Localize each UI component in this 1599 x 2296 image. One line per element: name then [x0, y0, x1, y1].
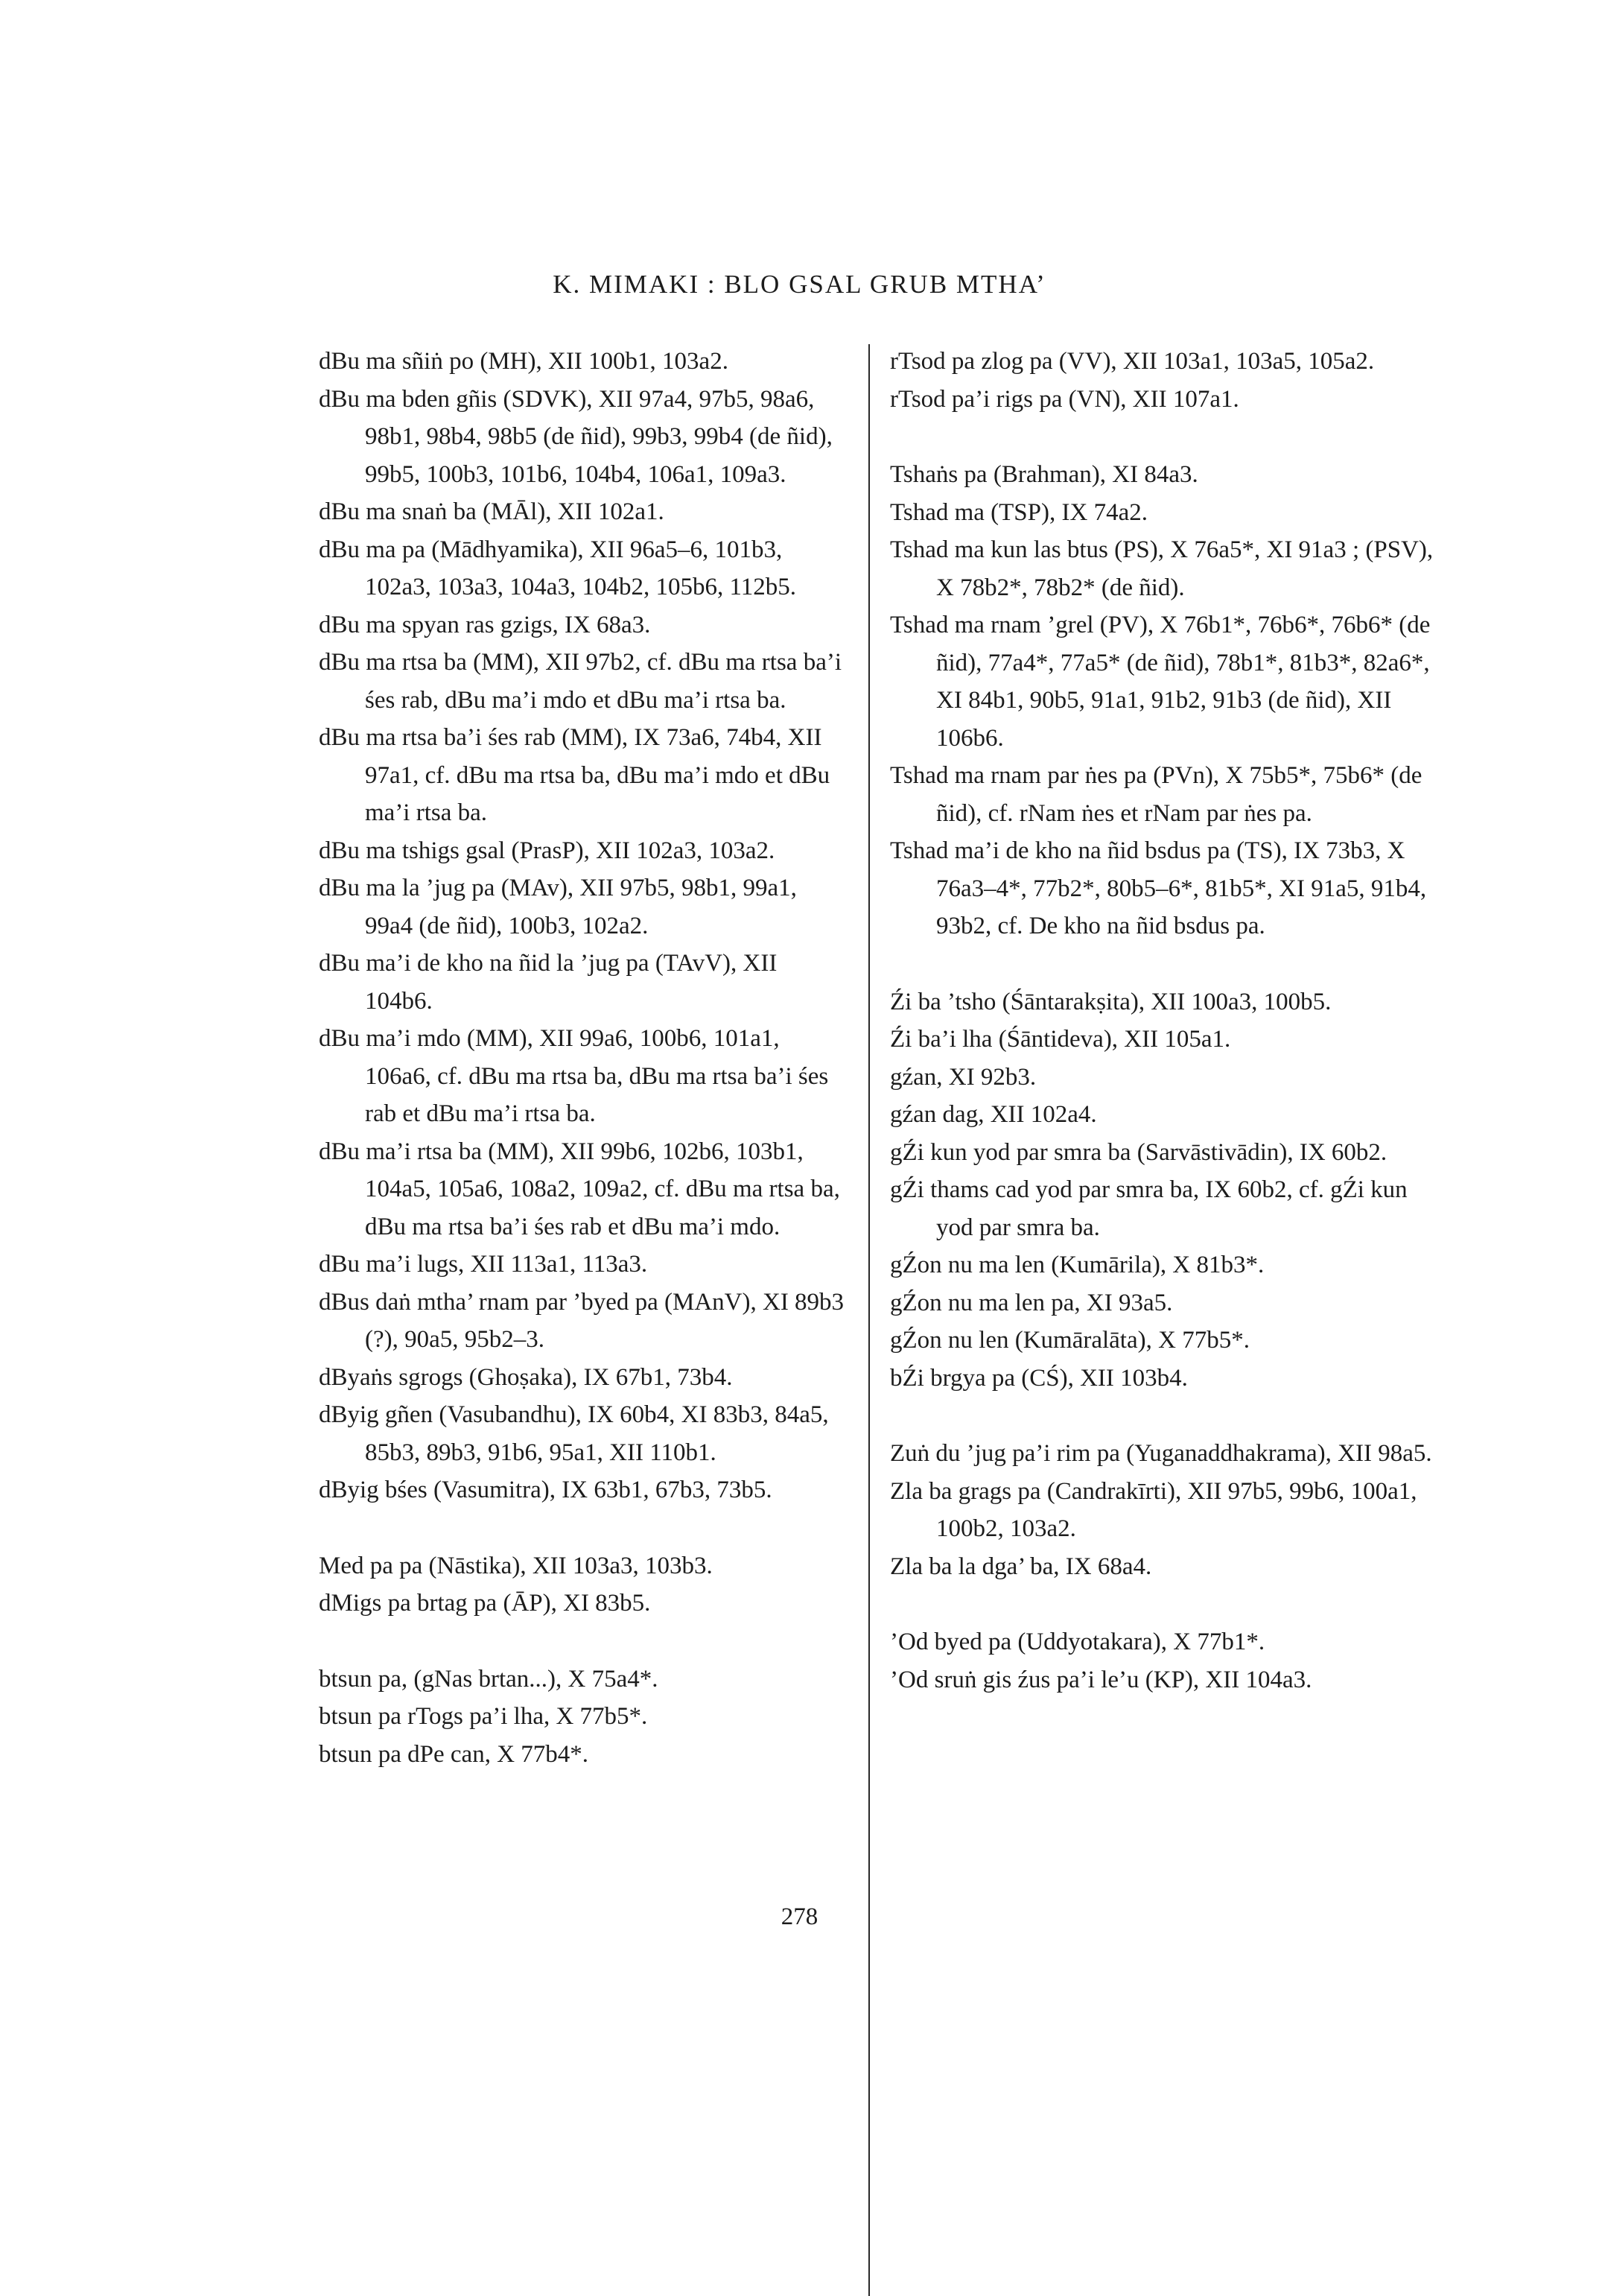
index-entry: Tshaṅs pa (Brahman), XI 84a3.: [890, 461, 1198, 488]
index-entry: dBu ma’i rtsa ba (MM), XII 99b6, 102b6, 103b1, 104a5, 105a6, 108a2, 109a2, cf. dBu ma rtsa ba, dBu ma rtsa ba’i śes rab et dBu ma’i mdo.: [319, 1138, 840, 1240]
index-entry: dBus daṅ mtha’ rnam par ’byed pa (MAnV), XI 89b3 (?), 90a5, 95b2–3.: [319, 1288, 845, 1353]
index-entry: dBu ma bden gñis (SDVK), XII 97a4, 97b5, 98a6, 98b1, 98b4, 98b5 (de ñid), 99b3, 99b4 (de ñid), 99b5, 100b3, 101b6, 104b4, 106a1, 109a3.: [319, 385, 833, 488]
entry-group-spacer: [890, 418, 1434, 456]
index-entry: gŹon nu ma len pa, XI 93a5.: [890, 1289, 1173, 1316]
entry-group-spacer: [890, 945, 1434, 983]
running-head: K. MIMAKI : BLO GSAL GRUB MTHA’: [553, 270, 1046, 299]
index-entry: dByig gñen (Vasubandhu), IX 60b4, XI 83b3, 84a5, 85b3, 89b3, 91b6, 95a1, XII 110b1.: [319, 1401, 829, 1466]
index-entry: gźan dag, XII 102a4.: [890, 1101, 1097, 1128]
index-entry: rTsod pa’i rigs pa (VN), XII 107a1.: [890, 385, 1239, 413]
index-entry: Tshad ma (TSP), IX 74a2.: [890, 498, 1148, 526]
column-divider: [868, 344, 870, 2296]
index-entry: Zla ba la dga’ ba, IX 68a4.: [890, 1553, 1152, 1580]
index-entry: dByig bśes (Vasumitra), IX 63b1, 67b3, 73b5.: [319, 1477, 772, 1503]
index-entry: gźan, XI 92b3.: [890, 1063, 1037, 1091]
index-entry: Tshad ma rnam par ṅes pa (PVn), X 75b5*, 75b6* (de ñid), cf. rNam ṅes et rNam par ṅes pa.: [890, 762, 1422, 827]
index-entry: dBu ma’i mdo (MM), XII 99a6, 100b6, 101a1, 106a6, cf. dBu ma rtsa ba, dBu ma rtsa ba’i śes rab et dBu ma’i rtsa ba.: [319, 1025, 829, 1127]
index-entry: bŹi brgya pa (CŚ), XII 103b4.: [890, 1364, 1188, 1392]
index-entry: gŹon nu ma len (Kumārila), X 81b3*.: [890, 1252, 1265, 1278]
index-entry: dBu ma spyan ras gzigs, IX 68a3.: [319, 611, 651, 638]
index-entry: dBu ma rtsa ba’i śes rab (MM), IX 73a6, 74b4, XII 97a1, cf. dBu ma rtsa ba, dBu ma’i mdo et dBu ma’i rtsa ba.: [319, 724, 830, 826]
entry-group-spacer: [890, 1397, 1434, 1435]
index-column-left: [319, 343, 849, 1773]
index-entry: rTsod pa zlog pa (VV), XII 103a1, 103a5, 105a2.: [890, 348, 1375, 375]
index-entry: btsun pa dPe can, X 77b4*.: [319, 1740, 589, 1768]
entry-group-spacer: [890, 1585, 1434, 1623]
entry-group-spacer: [319, 1623, 849, 1661]
index-column-right: [890, 343, 1434, 1699]
page-number: 278: [781, 1903, 818, 1930]
index-entry: Tshad ma rnam ’grel (PV), X 76b1*, 76b6*, 76b6* (de ñid), 77a4*, 77a5* (de ñid), 78b1*, 81b3*, 82a6*, XI 84b1, 90b5, 91a1, 91b2, 91b3 (de ñid), XII 106b6.: [890, 612, 1431, 752]
index-entry: Źi ba ’tsho (Śāntarakṣita), XII 100a3, 100b5.: [890, 988, 1332, 1015]
index-entry: dBu ma tshigs gsal (PrasP), XII 102a3, 103a2.: [319, 837, 775, 864]
index-entry: btsun pa rTogs pa’i lha, X 77b5*.: [319, 1703, 648, 1730]
index-entry: Zla ba grags pa (Candrakīrti), XII 97b5, 99b6, 100a1, 100b2, 103a2.: [890, 1477, 1417, 1542]
index-entry: gŹi thams cad yod par smra ba, IX 60b2, cf. gŹi kun yod par smra ba.: [890, 1176, 1408, 1241]
index-entry: Tshad ma kun las btus (PS), X 76a5*, XI 91a3 ; (PSV), X 78b2*, 78b2* (de ñid).: [890, 536, 1434, 601]
index-entry: ’Od sruṅ gis źus pa’i le’u (KP), XII 104a3.: [890, 1666, 1312, 1693]
index-entry: Źi ba’i lha (Śāntideva), XII 105a1.: [890, 1026, 1231, 1053]
index-entry: dBu ma sñiṅ po (MH), XII 100b1, 103a2.: [319, 348, 728, 375]
index-entry: dBu ma’i de kho na ñid la ’jug pa (TAvV), XII 104b6.: [319, 950, 778, 1015]
index-entry: gŹon nu len (Kumāralāta), X 77b5*.: [890, 1327, 1250, 1354]
index-entry: dBu ma la ’jug pa (MAv), XII 97b5, 98b1, 99a1, 99a4 (de ñid), 100b3, 102a2.: [319, 875, 797, 939]
index-entry: dByaṅs sgrogs (Ghoṣaka), IX 67b1, 73b4.: [319, 1363, 733, 1391]
index-entry: dBu ma pa (Mādhyamika), XII 96a5–6, 101b3, 102a3, 103a3, 104a3, 104b2, 105b6, 112b5.: [319, 536, 796, 600]
index-entry: dBu ma’i lugs, XII 113a1, 113a3.: [319, 1251, 648, 1278]
index-entry: ’Od byed pa (Uddyotakara), X 77b1*.: [890, 1629, 1265, 1655]
index-entry: dBu ma rtsa ba (MM), XII 97b2, cf. dBu ma rtsa ba’i śes rab, dBu ma’i mdo et dBu ma’i rtsa ba.: [319, 649, 842, 714]
index-entry: dBu ma snaṅ ba (MĀl), XII 102a1.: [319, 498, 664, 525]
index-entry: Tshad ma’i de kho na ñid bsdus pa (TS), IX 73b3, X 76a3–4*, 77b2*, 80b5–6*, 81b5*, XI 91a5, 91b4, 93b2, cf. De kho na ñid bsdus pa.: [890, 837, 1427, 939]
index-entry: dMigs pa brtag pa (ĀP), XI 83b5.: [319, 1590, 651, 1617]
index-entry: gŹi kun yod par smra ba (Sarvāstivādin), IX 60b2.: [890, 1138, 1387, 1166]
entry-group-spacer: [319, 1509, 849, 1547]
index-entry: Zuṅ du ’jug pa’i rim pa (Yuganaddhakrama), XII 98a5.: [890, 1440, 1432, 1467]
index-entry: btsun pa, (gNas brtan...), X 75a4*.: [319, 1665, 658, 1693]
index-entry: Med pa pa (Nāstika), XII 103a3, 103b3.: [319, 1552, 713, 1579]
